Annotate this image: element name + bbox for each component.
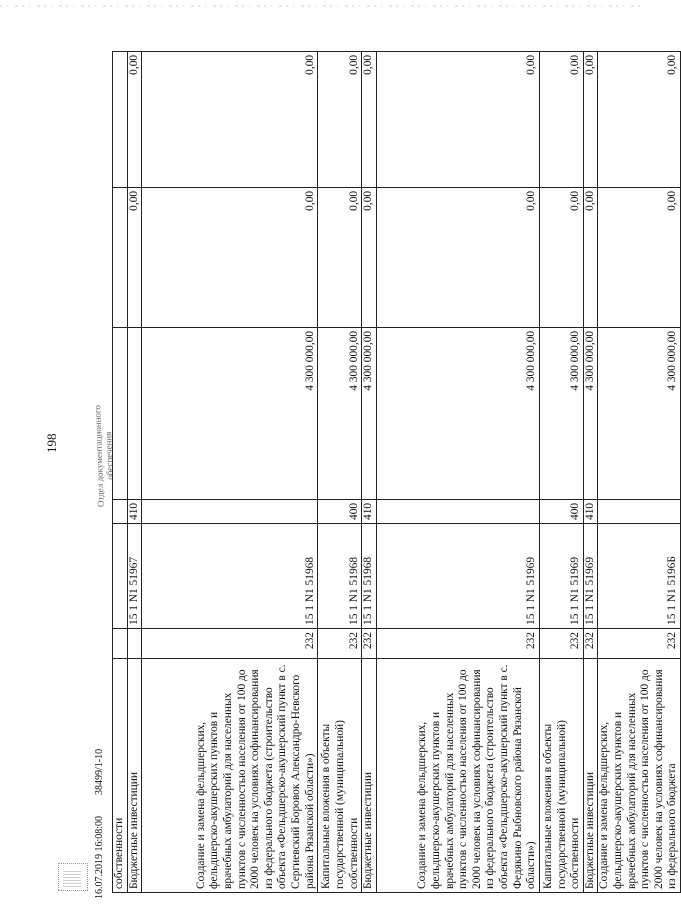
row-sum-2020: 0,00 bbox=[127, 187, 142, 327]
row-target-code: 15 1 N1 51968 bbox=[142, 524, 318, 629]
row-name: Капитальные вложения в объекты государственной (муниципальной) собственности bbox=[318, 659, 362, 893]
row-expense-type bbox=[142, 499, 318, 523]
row-target-code: 15 1 N1 51968 bbox=[318, 524, 362, 629]
row-expense-type bbox=[376, 499, 539, 523]
table-row bbox=[583, 51, 598, 892]
row-name: Создание и замена фельдшерских, фельдшерско-акушерских пунктов и врачебных амбулаторий для населенных пунктов с численностью населения от 100 до 2000 человек на условиях софинансирования из федерального бюджета bbox=[598, 659, 681, 893]
row-expense-type bbox=[598, 499, 681, 523]
row-expense-type: 400 bbox=[539, 499, 583, 523]
row-department: 232 bbox=[598, 629, 681, 659]
row-sum-2020: 0,00 bbox=[539, 187, 583, 327]
row-sum-2020: 0,00 bbox=[598, 187, 681, 327]
table-row bbox=[318, 51, 362, 892]
table-row bbox=[598, 51, 681, 892]
row-sum-2020: 0,00 bbox=[142, 187, 318, 327]
row-sum-2021 bbox=[113, 51, 128, 187]
row-expense-type: 400 bbox=[318, 499, 362, 523]
row-expense-type bbox=[113, 499, 128, 523]
row-name: собственности bbox=[113, 659, 128, 893]
row-target-code: 15 1 N1 5196Б bbox=[598, 524, 681, 629]
row-sum-2021: 0,00 bbox=[362, 51, 377, 187]
footer-date: 16.07.2019 16:08:00 bbox=[94, 815, 105, 899]
row-sum-2020: 0,00 bbox=[376, 187, 539, 327]
row-department: 232 bbox=[583, 629, 598, 659]
row-name: Капитальные вложения в объекты государственной (муниципальной) собственности bbox=[539, 659, 583, 893]
row-sum-2020: 0,00 bbox=[362, 187, 377, 327]
row-name: Создание и замена фельдшерских, фельдшерско-акушерских пунктов и врачебных амбулаторий для населенных пунктов с численностью населения от 100 до 2000 человек на условиях софинансирования из федерального бюджета (строительство объекта «Фельдшерско-акушерский пункт в с. Сергиевский Боровок Александро-Невского района Рязанской области») bbox=[142, 659, 318, 893]
row-name: Бюджетные инвестиции bbox=[127, 659, 142, 893]
row-department: 232 bbox=[539, 629, 583, 659]
footer-code: 38499/1-10 bbox=[94, 748, 105, 795]
row-sum-2020: 0,00 bbox=[318, 187, 362, 327]
row-target-code: 15 1 N1 51968 bbox=[362, 524, 377, 629]
row-sum-2019: 4 300 000,00 bbox=[539, 327, 583, 499]
row-department: 232 bbox=[376, 629, 539, 659]
budget-table bbox=[112, 51, 681, 893]
stamp-line-1: Отдел документационного bbox=[92, 404, 106, 508]
stamp-icon bbox=[58, 863, 88, 891]
row-department bbox=[113, 629, 128, 659]
row-sum-2019: 4 300 000,00 bbox=[142, 327, 318, 499]
row-sum-2021: 0,00 bbox=[376, 51, 539, 187]
row-expense-type: 410 bbox=[127, 499, 142, 523]
row-target-code: 15 1 N1 51969 bbox=[376, 524, 539, 629]
row-sum-2021: 0,00 bbox=[583, 51, 598, 187]
row-sum-2019: 4 300 000,00 bbox=[376, 327, 539, 499]
row-sum-2021: 0,00 bbox=[598, 51, 681, 187]
table-row bbox=[142, 51, 318, 892]
row-name: Бюджетные инвестиции bbox=[362, 659, 377, 893]
row-department bbox=[127, 629, 142, 659]
row-expense-type: 410 bbox=[583, 499, 598, 523]
row-sum-2021: 0,00 bbox=[539, 51, 583, 187]
row-sum-2019 bbox=[127, 327, 142, 499]
row-sum-2021: 0,00 bbox=[318, 51, 362, 187]
table-row bbox=[113, 51, 128, 892]
table-row bbox=[362, 51, 377, 892]
row-name: Создание и замена фельдшерских, фельдшерско-акушерских пунктов и врачебных амбулаторий для населенных пунктов с численностью населения от 100 до 2000 человек на условиях софинансирования из федерального бюджета (строительство объекта «Фельдшерско-акушерский пункт в с. Федякино Рыбновского района Рязанской области») bbox=[376, 659, 539, 893]
row-sum-2020 bbox=[113, 187, 128, 327]
row-target-code bbox=[113, 524, 128, 629]
row-department: 232 bbox=[362, 629, 377, 659]
row-sum-2019 bbox=[113, 327, 128, 499]
row-target-code: 15 1 N1 51969 bbox=[583, 524, 598, 629]
table-row bbox=[539, 51, 583, 892]
row-department: 232 bbox=[318, 629, 362, 659]
row-sum-2019: 4 300 000,00 bbox=[583, 327, 598, 499]
page-number: 198 bbox=[44, 433, 59, 453]
row-expense-type: 410 bbox=[362, 499, 377, 523]
row-sum-2019: 4 300 000,00 bbox=[362, 327, 377, 499]
stamp-line-2: обеспечения bbox=[103, 431, 115, 480]
row-name: Бюджетные инвестиции bbox=[583, 659, 598, 893]
row-target-code: 15 1 N1 51969 bbox=[539, 524, 583, 629]
row-sum-2020: 0,00 bbox=[583, 187, 598, 327]
row-target-code: 15 1 N1 51967 bbox=[127, 524, 142, 629]
row-sum-2019: 4 300 000,00 bbox=[598, 327, 681, 499]
table-row bbox=[127, 51, 142, 892]
table-row bbox=[376, 51, 539, 892]
row-sum-2021: 0,00 bbox=[127, 51, 142, 187]
row-sum-2021: 0,00 bbox=[142, 51, 318, 187]
row-department: 232 bbox=[142, 629, 318, 659]
row-sum-2019: 4 300 000,00 bbox=[318, 327, 362, 499]
